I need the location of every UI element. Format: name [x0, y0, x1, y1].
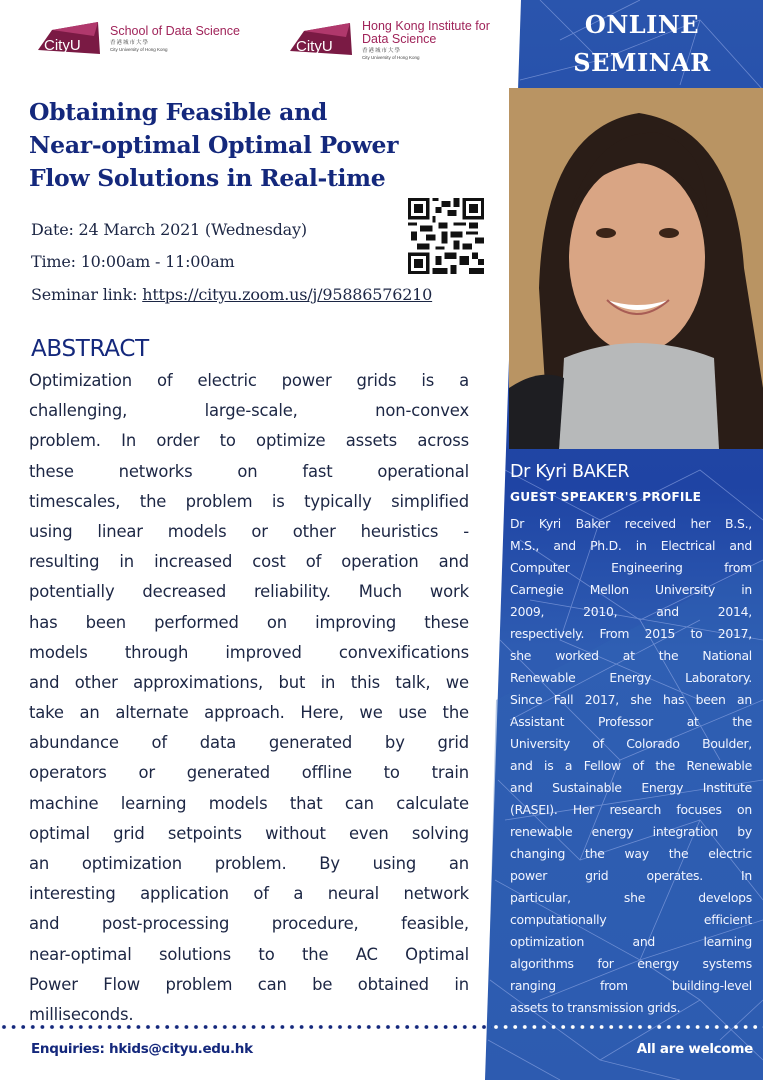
speaker-name: Dr Kyri BAKER	[510, 462, 630, 482]
abstract-line: abundance of data generated by grid	[29, 733, 469, 753]
bio-line: particular, she develops	[510, 890, 752, 905]
bio-line: Dr Kyri Baker received her B.S.,	[510, 516, 752, 531]
bio-line: ranging from building-level	[510, 978, 752, 993]
bio-line: respectively. From 2015 to 2017,	[510, 626, 752, 641]
abstract-line: models through improved convexifications	[29, 642, 469, 662]
abstract-line: and other approximations, but in this talk, we	[29, 672, 469, 692]
seminar-date: Date: 24 March 2021 (Wednesday)	[31, 220, 307, 239]
logo-name: School of Data Science	[110, 24, 240, 39]
abstract-body	[29, 366, 469, 1030]
abstract-line: optimal grid setpoints without even solving	[29, 823, 469, 843]
abstract-line: milliseconds.	[29, 1004, 134, 1024]
bio-line: changing the way the electric	[510, 846, 752, 861]
dotted-divider-left	[0, 1024, 492, 1030]
online-seminar-banner	[521, 6, 763, 82]
abstract-line: potentially decreased reliability. Much work	[29, 582, 469, 602]
abstract-heading: ABSTRACT	[31, 336, 149, 362]
bio-line: assets to transmission grids.	[510, 1000, 681, 1015]
seminar-title	[29, 96, 469, 195]
bio-line: computationally efficient	[510, 912, 752, 927]
abstract-line: resulting in increased cost of operation and	[29, 552, 469, 572]
logo-chinese: 香港城市大學	[362, 48, 402, 55]
dotted-divider-right	[492, 1024, 763, 1030]
abstract-line: using linear models or other heuristics -	[29, 521, 469, 541]
abstract-line: interesting application of a neural network	[29, 884, 469, 904]
speaker-profile-heading: GUEST SPEAKER'S PROFILE	[510, 490, 702, 504]
abstract-line: Optimization of electric power grids is a	[29, 371, 469, 390]
bio-line: Assistant Professor at the	[510, 714, 752, 729]
bio-line: algorithms for energy systems	[510, 956, 752, 971]
abstract-line: near-optimal solutions to the AC Optimal	[29, 944, 469, 964]
cityu-logo-mark	[34, 22, 104, 56]
title-line1: Obtaining Feasible and	[29, 98, 327, 126]
abstract-line: Power Flow problem can be obtained in	[29, 974, 469, 994]
bio-line: (RASEI). Her research focuses on	[510, 802, 752, 817]
logo-english: City University of Hong Kong	[362, 55, 420, 61]
bio-line: power grid operates. In	[510, 868, 752, 883]
svg-text:CityU: CityU	[44, 37, 81, 54]
logo-english: City University of Hong Kong	[110, 47, 168, 53]
bio-line: Carnegie Mellon University in	[510, 582, 752, 597]
logo-name-line1: Hong Kong Institute for	[362, 19, 490, 33]
logo-chinese: 香港城市大學	[110, 40, 150, 47]
enquiries-contact[interactable]: Enquiries: hkids@cityu.edu.hk	[31, 1041, 253, 1057]
abstract-line: and post-processing procedure, feasible,	[29, 914, 469, 934]
speaker-bio	[510, 513, 752, 1019]
logo-school-of-data-science	[34, 22, 240, 56]
abstract-line: problem. In order to optimize assets across	[29, 431, 469, 451]
speaker-photo	[509, 88, 763, 449]
seminar-link-label: Seminar link:	[31, 285, 143, 304]
seminar-link-row	[31, 285, 432, 304]
bio-line: and Sustainable Energy Institute	[510, 780, 752, 795]
qr-code-icon[interactable]	[408, 198, 484, 274]
abstract-line: has been performed on improving these	[29, 612, 469, 632]
abstract-line: these networks on fast operational	[29, 461, 469, 481]
abstract-line: machine learning models that can calculate	[29, 793, 469, 813]
logo-hk-institute-data-science	[286, 20, 490, 61]
cityu-logo-mark	[286, 23, 356, 57]
bio-line: University of Colorado Boulder,	[510, 736, 752, 751]
bio-line: renewable energy integration by	[510, 824, 752, 839]
seminar-link[interactable]: https://cityu.zoom.us/j/95886576210	[142, 285, 433, 304]
all-welcome-note: All are welcome	[636, 1041, 753, 1057]
abstract-line: timescales, the problem is typically simplified	[29, 491, 469, 511]
title-line3: Flow Solutions in Real-time	[29, 164, 386, 192]
abstract-line: take an alternate approach. Here, we use the	[29, 703, 469, 723]
logo-name-line2: Data Science	[362, 32, 437, 47]
bio-line: and is a Fellow of the Renewable	[510, 758, 752, 773]
bio-line: Since Fall 2017, she has been an	[510, 692, 752, 707]
abstract-line: operators or generated offline to train	[29, 763, 469, 783]
bio-line: M.S., and Ph.D. in Electrical and	[510, 538, 752, 553]
svg-text:CityU: CityU	[296, 38, 333, 56]
seminar-time: Time: 10:00am - 11:00am	[31, 252, 235, 271]
banner-line2: SEMINAR	[573, 48, 711, 77]
bio-line: she worked at the National	[510, 648, 752, 663]
banner-line1: ONLINE	[584, 10, 700, 39]
abstract-line: challenging, large-scale, non-convex	[29, 401, 469, 421]
title-line2: Near-optimal Optimal Power	[29, 131, 399, 159]
bio-line: optimization and learning	[510, 934, 752, 949]
bio-line: Computer Engineering from	[510, 560, 752, 575]
abstract-line: an optimization problem. By using an	[29, 854, 469, 873]
bio-line: 2009, 2010, and 2014,	[510, 604, 752, 619]
bio-line: Renewable Energy Laboratory.	[510, 670, 752, 685]
